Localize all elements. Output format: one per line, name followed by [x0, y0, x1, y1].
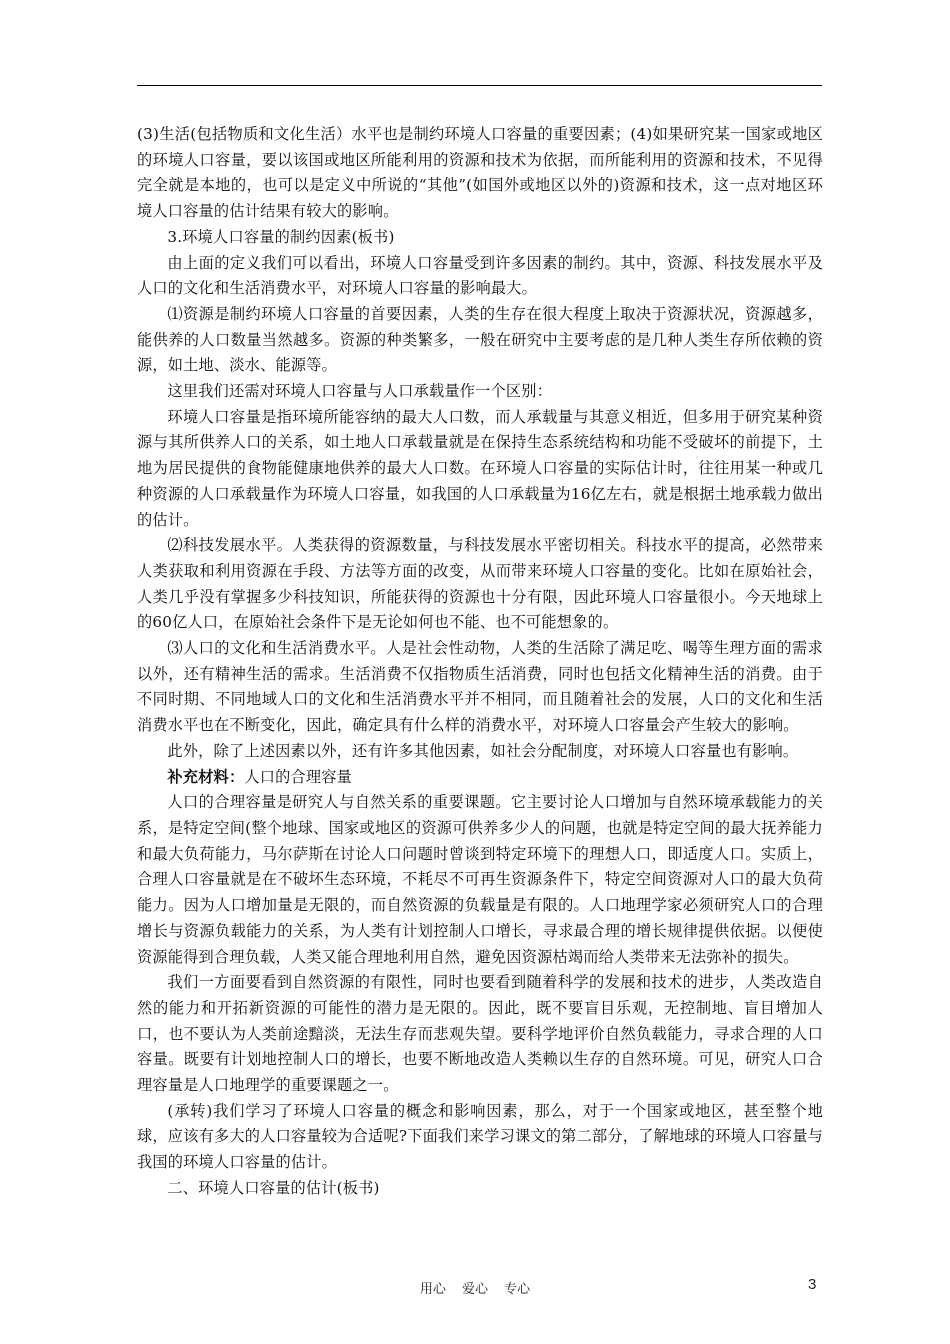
- paragraph: 环境人口容量是指环境所能容纳的最大人口数，而人承载量与其意义相近，但多用于研究某种资源与其所供养人口的关系，如土地人口承载量就是在保持生态系统结构和功能不受破坏的前提下，土地为居民提供的食物能健康地供养的最大人口数。在环境人口容量的实际估计时，往往用某一种或几种资源的人口承载量作为环境人口容量，如我国的人口承载量为16亿左右，就是根据土地承载力做出的估计。: [137, 407, 823, 529]
- section-heading: 3.环境人口容量的制约因素(板书): [167, 227, 395, 246]
- paragraph: 人口的合理容量是研究人与自然关系的重要课题。它主要讨论人口增加与自然环境承载能力的关系，是特定空间(整个地球、国家或地区的资源可供养多少人的问题，也就是特定空间的最大抚养能力和最大负荷能力，马尔萨斯在讨论人口问题时曾谈到特定环境下的理想人口，即适度人口。实质上，合理人口容量就是在不破坏生态环境，不耗尽不可再生资源条件下，特定空间资源对人口的最大负荷能力。因为人口增加量是无限的，而自然资源的负载量是有限的。人口地理学家必须研究人口的合理增长与资源负载能力的关系，为人类有计划控制人口增长，寻求最合理的增长规律提供依据。以便使资源能得到合理负载，人类又能合理地利用自然，避免因资源枯竭而给人类带来无法弥补的损失。: [137, 793, 823, 966]
- page-number: 3: [808, 1276, 817, 1293]
- paragraph: (3)生活(包括物质和文化生活）水平也是制约环境人口容量的重要因素；(4)如果研究某一国家或地区的环境人口容量，要以该国或地区所能利用的资源和技术为依据，而所能利用的资源和技术，不见得完全就是本地的，也可以是定义中所说的“其他”(如国外或地区以外的)资源和技术，这一点对地区环境人口容量的估计结果有较大的影响。: [137, 125, 823, 221]
- supplement-label: 补充材料：: [167, 767, 245, 786]
- supplement-title: 人口的合理容量: [244, 767, 353, 786]
- supplement-heading: [137, 765, 823, 791]
- paragraph: 我们一方面要看到自然资源的有限性，同时也要看到随着科学的发展和技术的进步，人类改造自然的能力和开拓新资源的可能性的潜力是无限的。因此，既不要盲目乐观，无控制地、盲目增加人口，也不要认为人类前途黯淡，无法生存而悲观失望。要科学地评价自然负载能力，寻求合理的人口容量。既要有计划地控制人口的增长，也要不断地改造人类赖以生存的自然环境。可见，研究人口合理容量是人口地理学的重要课题之一。: [137, 973, 823, 1095]
- paragraph: ⑶人口的文化和生活消费水平。人是社会性动物，人类的生活除了满足吃、喝等生理方面的需求以外，还有精神生活的需求。生活消费不仅指物质生活消费，同时也包括文化精神生活的消费。由于不同时期、不同地域人口的文化和生活消费水平并不相同，而且随着社会的发展，人口的文化和生活消费水平也在不断变化，因此，确定具有什么样的消费水平，对环境人口容量会产生较大的影响。: [137, 639, 823, 735]
- section-heading: 二、环境人口容量的估计(板书): [167, 1178, 380, 1197]
- document-body: [137, 122, 823, 1202]
- paragraph: ⑵科技发展水平。人类获得的资源数量，与科技发展水平密切相关。科技水平的提高，必然带来人类获取和利用资源在手段、方法等方面的改变，从而带来环境人口容量的变化。比如在原始社会，人类几乎没有掌握多少科技知识，所能获得的资源也十分有限，因此环境人口容量很小。今天地球上的60亿人口，在原始社会条件下是无论如何也不能、也不可能想象的。: [137, 536, 823, 632]
- paragraph: 此外，除了上述因素以外，还有许多其他因素，如社会分配制度，对环境人口容量也有影响。: [167, 741, 799, 760]
- paragraph: 这里我们还需对环境人口容量与人口承载量作一个区别：: [167, 382, 553, 401]
- paragraph: 由上面的定义我们可以看出，环境人口容量受到许多因素的制约。其中，资源、科技发展水平及人口的文化和生活消费水平，对环境人口容量的影响最大。: [137, 253, 823, 298]
- header-rule: [137, 85, 822, 86]
- footer-motto: 用心 爱心 专心: [419, 1282, 531, 1297]
- paragraph: (承转)我们学习了环境人口容量的概念和影响因素，那么，对于一个国家或地区，甚至整个地球，应该有多大的人口容量较为合适呢?下面我们来学习课文的第二部分，了解地球的环境人口容量与我国的环境人口容量的估计。: [137, 1101, 823, 1172]
- paragraph: ⑴资源是制约环境人口容量的首要因素，人类的生存在很大程度上取决于资源状况，资源越多，能供养的人口数量当然越多。资源的种类繁多，一般在研究中主要考虑的是几种人类生存所依赖的资源，如土地、淡水、能源等。: [137, 304, 823, 375]
